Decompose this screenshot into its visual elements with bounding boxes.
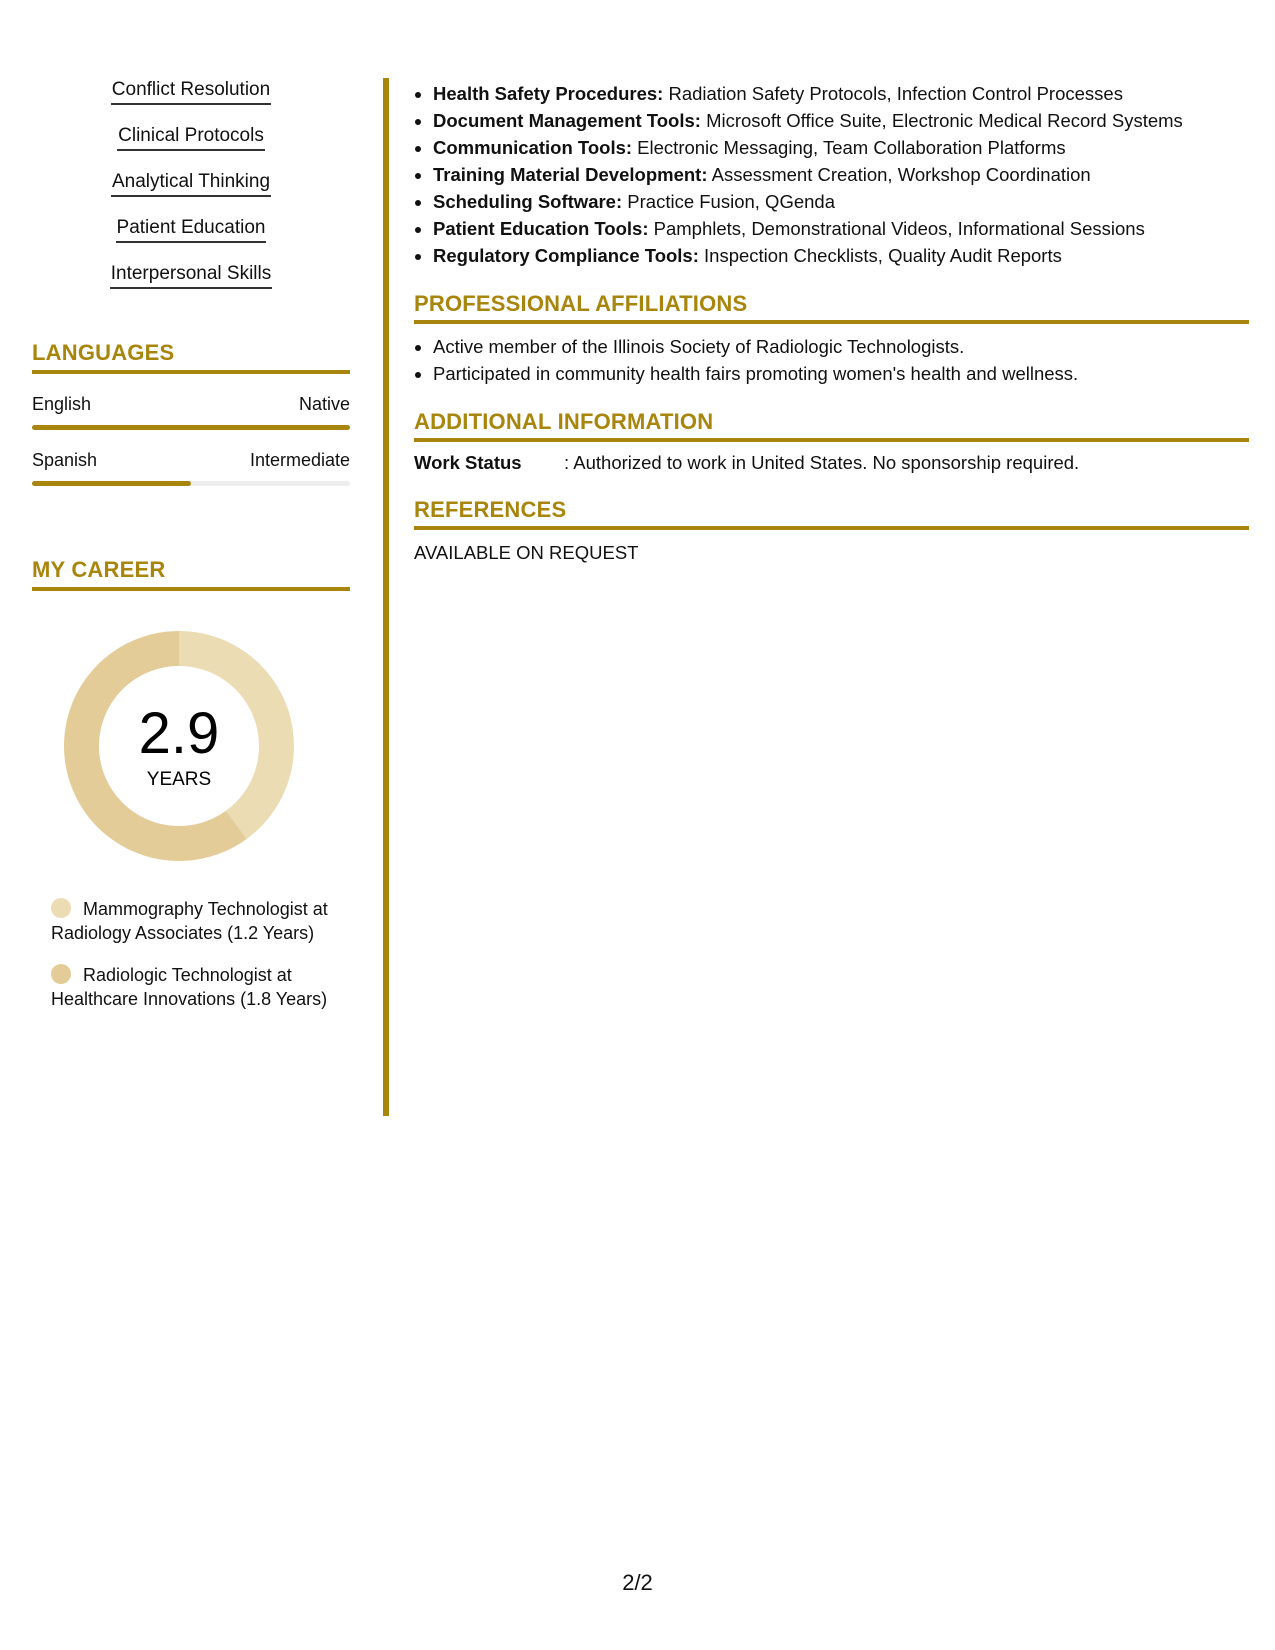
affiliations-list xyxy=(414,333,1249,387)
skill-item xyxy=(32,262,350,289)
legend-label: Mammography Technologist at Radiology Associates (1.2 Years) xyxy=(51,899,328,943)
left-column xyxy=(32,78,350,1029)
work-status-key: Work Status xyxy=(414,452,522,473)
career-heading: MY CAREER xyxy=(32,557,350,591)
tool-key: Communication Tools: xyxy=(433,137,633,158)
language-item xyxy=(32,394,350,430)
tool-item xyxy=(433,107,1249,134)
language-level: Native xyxy=(298,394,350,414)
tool-key: Document Management Tools: xyxy=(433,110,701,131)
skill-item xyxy=(32,124,350,151)
tool-value: Inspection Checklists, Quality Audit Reports xyxy=(698,245,1062,266)
tool-key: Patient Education Tools: xyxy=(433,218,649,239)
tools-list xyxy=(414,80,1249,269)
tool-item xyxy=(433,188,1249,215)
legend-item xyxy=(51,963,336,1011)
skill-item xyxy=(32,170,350,197)
tool-key: Scheduling Software: xyxy=(433,191,623,212)
tool-value: Assessment Creation, Workshop Coordination xyxy=(707,164,1091,185)
tool-value: Practice Fusion, QGenda xyxy=(622,191,835,212)
career-total-unit: YEARS xyxy=(146,769,212,790)
language-level: Intermediate xyxy=(249,450,350,470)
affiliations-heading: PROFESSIONAL AFFILIATIONS xyxy=(414,291,1249,324)
references-heading: REFERENCES xyxy=(414,497,1249,530)
right-column xyxy=(414,80,1249,564)
skill-label: Interpersonal Skills xyxy=(110,262,273,289)
career-legend xyxy=(51,897,336,1011)
donut-center xyxy=(64,631,294,861)
language-item xyxy=(32,450,350,486)
legend-dot xyxy=(51,964,71,984)
language-proficiency-fill xyxy=(32,425,350,430)
skills-list xyxy=(32,78,350,289)
tool-item xyxy=(433,134,1249,161)
tool-key: Health Safety Procedures: xyxy=(433,83,664,104)
work-status-row xyxy=(414,451,1249,475)
tool-key: Regulatory Compliance Tools: xyxy=(433,245,699,266)
affiliation-item: • Participated in community health fairs promoting women's health and wellness. xyxy=(433,360,1249,387)
languages-heading: LANGUAGES xyxy=(32,340,350,374)
skill-item xyxy=(32,216,350,243)
language-name: English xyxy=(32,394,92,414)
legend-label: Radiologic Technologist at Healthcare Innovations (1.8 Years) xyxy=(51,965,328,1009)
skill-label: Patient Education xyxy=(116,216,267,243)
tool-item xyxy=(433,242,1249,269)
language-proficiency-bar xyxy=(32,481,350,486)
tool-value: Microsoft Office Suite, Electronic Medical Record Systems xyxy=(700,110,1183,131)
additional-info-heading: ADDITIONAL INFORMATION xyxy=(414,409,1249,442)
skill-item xyxy=(32,78,350,105)
references-text: AVAILABLE ON REQUEST xyxy=(414,542,639,563)
language-proficiency-fill xyxy=(32,481,191,486)
tool-value: Pamphlets, Demonstrational Videos, Informational Sessions xyxy=(648,218,1145,239)
affiliation-item: • Active member of the Illinois Society of Radiologic Technologists. xyxy=(433,333,1249,360)
page-number: 2/2 xyxy=(622,1570,653,1595)
tool-key: Training Material Development: xyxy=(433,164,708,185)
career-total-years: 2.9 xyxy=(138,701,220,766)
work-status-value: : Authorized to work in United States. No sponsorship required. xyxy=(564,452,1080,473)
language-proficiency-bar xyxy=(32,425,350,430)
career-donut-chart xyxy=(64,631,294,861)
tool-item xyxy=(433,215,1249,242)
column-divider xyxy=(383,78,389,1116)
legend-item xyxy=(51,897,336,945)
tool-value: Radiation Safety Protocols, Infection Control Processes xyxy=(663,83,1123,104)
skill-label: Clinical Protocols xyxy=(117,124,265,151)
legend-dot xyxy=(51,898,71,918)
tool-item xyxy=(433,161,1249,188)
language-name: Spanish xyxy=(32,450,98,470)
tool-item xyxy=(433,80,1249,107)
skill-label: Analytical Thinking xyxy=(111,170,271,197)
skill-label: Conflict Resolution xyxy=(111,78,271,105)
tool-value: Electronic Messaging, Team Collaboration Platforms xyxy=(632,137,1066,158)
